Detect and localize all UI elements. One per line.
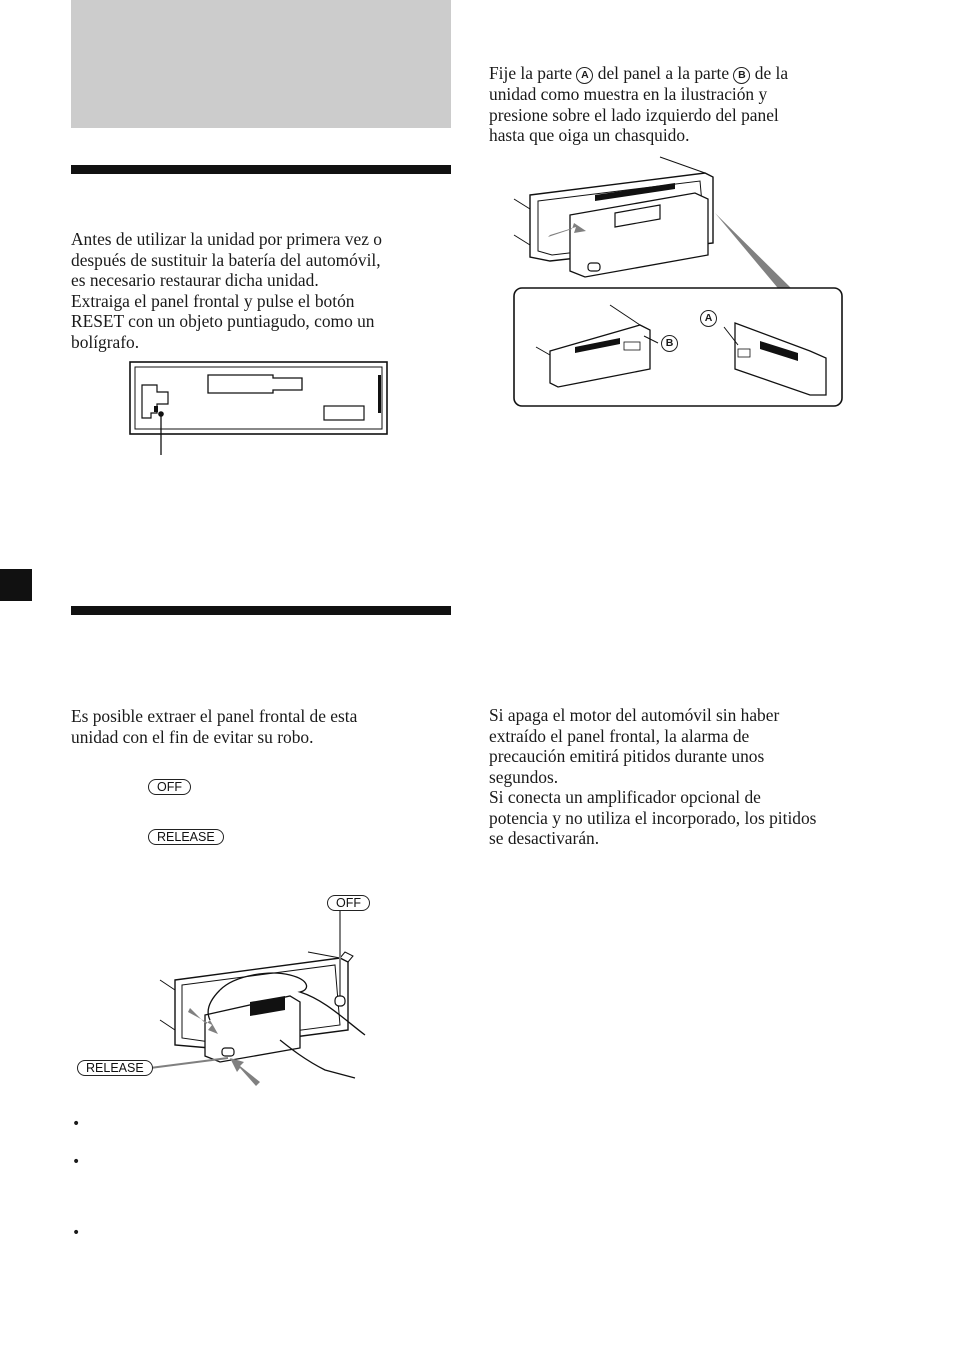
text-line: bolígrafo. [71,331,140,352]
reset-unit-illustration [128,360,390,460]
text-line: precaución emitirá pitidos durante unos [489,746,765,766]
attach-paragraph [489,63,879,146]
section-rule-panel [71,606,451,615]
page-side-tab [0,569,32,601]
text-line: unidad como muestra en la ilustración y [489,84,768,104]
section-rule-reset [71,165,451,174]
release-button-label: RELEASE [148,829,224,845]
text-line: Si apaga el motor del automóvil sin haber [489,705,780,725]
text-line: se desactivarán. [489,828,600,848]
text-fragment: de la [750,63,789,83]
alarm-paragraph [489,705,879,849]
text-line: RESET con un objeto puntiagudo, como un [71,311,375,331]
bullet-marker: • [72,1225,81,1241]
text-line: Extraiga el panel frontal y pulse el botón [71,290,355,311]
text-line: extraído el panel frontal, la alarma de [489,725,750,746]
panel-attach-illustration [510,155,846,411]
off-button-label: OFF [148,779,191,795]
text-line: hasta que oiga un chasquido. [489,125,690,145]
text-line: unidad con el fin de evitar su robo. [71,726,314,747]
bullet-marker: • [72,1116,81,1132]
figure-release-label: RELEASE [77,1060,153,1076]
panel-removal-illustration [150,930,380,1090]
text-line: Antes de utilizar la unidad por primera vez o [71,229,382,249]
figure-marker-b-icon: B [661,335,678,352]
text-line: es necesario restaurar dicha unidad. [71,270,319,290]
text-line: potencia y no utiliza el incorporado, los pitidos [489,807,817,828]
figure-marker-a-icon: A [700,310,717,327]
text-line: Si conecta un amplificador opcional de [489,787,761,807]
bullet-marker: • [72,1154,81,1170]
text-line: presione sobre el lado izquierdo del panel [489,104,779,125]
text-line: después de sustituir la batería del automóvil, [71,249,381,270]
panel-paragraph [71,706,451,747]
text-line: Es posible extraer el panel frontal de esta [71,706,358,726]
text-line-with-markers [489,63,879,84]
text-fragment: del panel a la parte [593,63,734,83]
figure-off-label: OFF [327,895,370,911]
text-line: segundos. [489,766,559,787]
marker-a-icon: A [576,67,593,84]
header-gray-block [71,0,451,128]
reset-paragraph [71,229,451,352]
text-fragment: Fije la parte [489,63,577,83]
marker-b-icon: B [733,67,750,84]
